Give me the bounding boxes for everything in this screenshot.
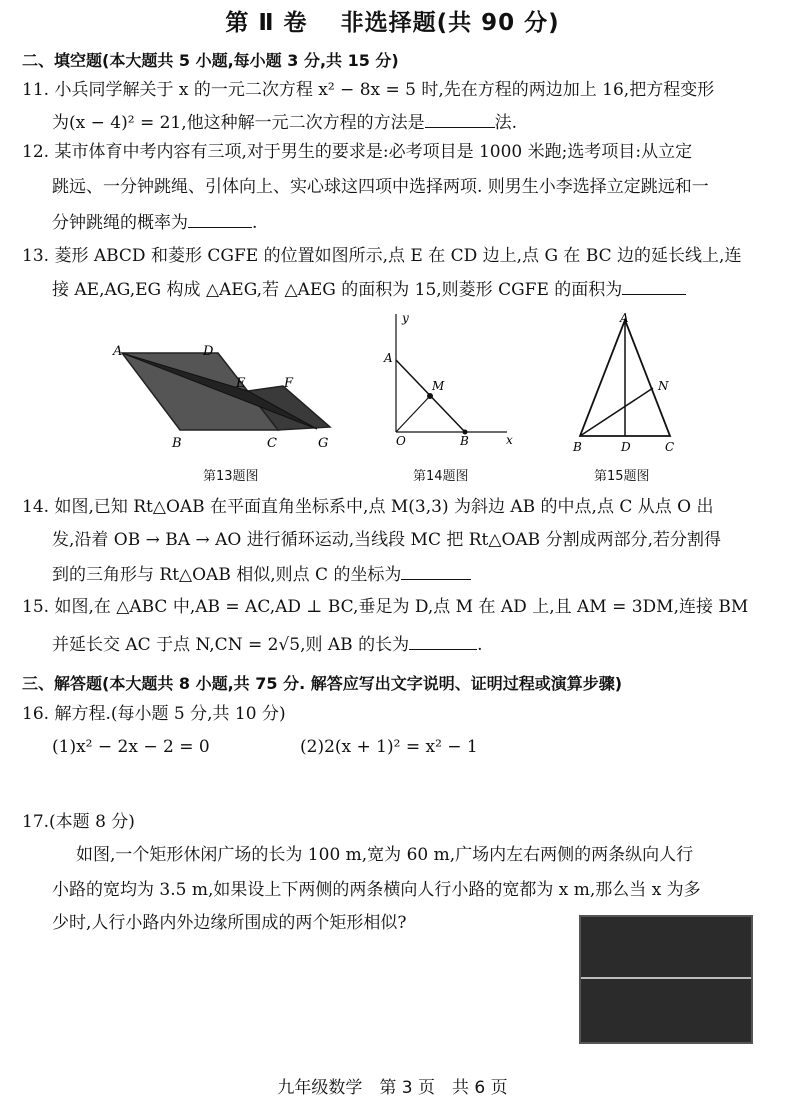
q13-text: 接 AE,AG,EG 构成 △AEG,若 △AEG 的面积为 15,则菱形 CGFE 的面积为 [52, 280, 623, 300]
label-c: C [267, 436, 277, 451]
q16-title: 16. 解方程.(每小题 5 分,共 10 分) [22, 704, 286, 724]
q16-part2: (2)2(x + 1)² = x² − 1 [300, 737, 478, 757]
label-y: y [402, 311, 409, 325]
label-a: A [620, 311, 629, 325]
q12-text: 分钟跳绳的概率为 [52, 213, 188, 233]
q15-line1: 15. 如图,在 △ABC 中,AB = AC,AD ⊥ BC,垂足为 D,点 M 在 AD 上,且 AM = 3DM,连接 BM [22, 597, 749, 617]
answer-blank [622, 278, 686, 295]
q17-line3: 少时,人行小路内外边缘所围成的两个矩形相似? [52, 913, 407, 933]
q13-line2 [52, 278, 686, 300]
q15-text: 并延长交 AC 于点 N,CN = 2√5,则 AB 的长为 [52, 635, 410, 655]
label-e: E [236, 376, 246, 391]
point-m [427, 393, 433, 399]
page-title: 第 Ⅱ 卷 非选择题(共 90 分) [225, 10, 560, 36]
answer-blank [401, 563, 471, 580]
q14-line3 [52, 563, 471, 585]
q11-line2 [52, 111, 517, 133]
q15-line2 [52, 633, 482, 655]
plaza-path-line [581, 977, 751, 979]
answer-blank [188, 211, 252, 228]
q11-line1: 11. 小兵同学解关于 x 的一元二次方程 x² − 8x = 5 时,先在方程的两边加上 16,把方程变形 [22, 80, 715, 100]
q12-line1: 12. 某市体育中考内容有三项,对于男生的要求是:必考项目是 1000 米跑;选考项目:从立定 [22, 142, 693, 162]
segment-bn [580, 388, 653, 436]
label-a: A [384, 351, 393, 365]
q14-line1: 14. 如图,已知 Rt△OAB 在平面直角坐标系中,点 M(3,3) 为斜边 AB 的中点,点 C 从点 O 出 [22, 497, 714, 517]
label-x: x [506, 433, 513, 447]
label-d: D [203, 344, 214, 359]
plaza-photo [579, 915, 753, 1044]
label-d: D [621, 440, 631, 454]
q13-line1: 13. 菱形 ABCD 和菱形 CGFE 的位置如图所示,点 E 在 CD 边上,点 G 在 BC 边的延长线上,连 [22, 246, 742, 266]
page-footer: 九年级数学 第 3 页 共 6 页 [277, 1078, 508, 1098]
section-3-title: 三、解答题(本大题共 8 小题,共 75 分. 解答应写出文字说明、证明过程或演算步骤) [22, 674, 623, 693]
q12-line3 [52, 211, 257, 233]
q17-title: 17.(本题 8 分) [22, 812, 135, 832]
label-g: G [318, 436, 329, 451]
answer-blank [409, 633, 477, 650]
q14-line2: 发,沿着 OB → BA → AO 进行循环运动,当线段 MC 把 Rt△OAB 分割成两部分,若分割得 [52, 530, 721, 550]
figure-14-caption: 第14题图 [413, 469, 469, 484]
q16-part1: (1)x² − 2x − 2 = 0 [52, 737, 210, 757]
label-o: O [396, 434, 406, 448]
figure-15 [570, 310, 685, 458]
figure-15-caption: 第15题图 [594, 469, 650, 484]
q17-line1: 如图,一个矩形休闲广场的长为 100 m,宽为 60 m,广场内左右两侧的两条纵向人行 [76, 845, 694, 865]
q17-line2: 小路的宽均为 3.5 m,如果设上下两侧的两条横向人行小路的宽都为 x m,那么当 x 为多 [52, 880, 701, 900]
segment-om [396, 396, 430, 432]
q12-line2: 跳远、一分钟跳绳、引体向上、实心球这四项中选择两项. 则男生小李选择立定跳远和一 [52, 177, 709, 197]
figure-13 [105, 335, 340, 455]
label-m: M [432, 379, 445, 393]
q12-suffix: . [252, 213, 258, 233]
label-n: N [658, 379, 669, 393]
figure-14 [382, 310, 517, 450]
label-f: F [284, 376, 294, 391]
q11-text: 为(x − 4)² = 21,他这种解一元二次方程的方法是 [52, 113, 425, 133]
label-b: B [172, 436, 182, 451]
q14-text: 到的三角形与 Rt△OAB 相似,则点 C 的坐标为 [52, 565, 402, 585]
q11-suffix: 法. [494, 113, 518, 133]
label-a: A [113, 344, 123, 359]
label-b: B [460, 434, 469, 448]
label-c: C [665, 440, 675, 454]
answer-blank [425, 111, 495, 128]
figure-13-caption: 第13题图 [203, 469, 259, 484]
q15-suffix: . [477, 635, 483, 655]
section-2-title: 二、填空题(本大题共 5 小题,每小题 3 分,共 15 分) [22, 51, 399, 70]
label-b: B [573, 440, 582, 454]
